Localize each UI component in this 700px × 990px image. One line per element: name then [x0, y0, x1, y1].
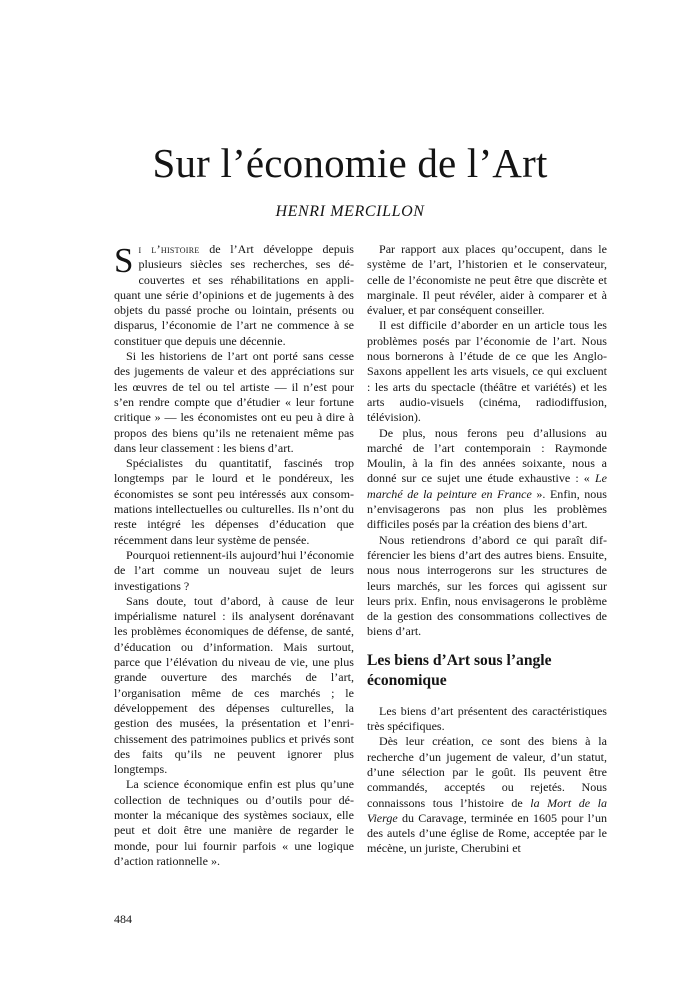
right-column [367, 242, 607, 857]
section-heading: Les biens d’Art sous l’angle économique [367, 651, 552, 689]
paragraph-opening-text: de l’Art développe depuis plusieurs siècles ses recherches, ses découvertes et ses réhabilitations en appliquant une série d’opinions et de jugements à des objets du passé proche ou lointain, présents ou disparus, l’économie de l’art ne commence à se constituer que depuis une décennie. [114, 242, 354, 348]
paragraph-opening [114, 242, 354, 349]
paragraph [367, 734, 607, 856]
paragraph: Spécialistes du quantitatif, fascinés trop longtemps par le lourd et le pondéreux, les économistes se sont peu intéressés aux consommations intellectuelles ou culturelles. Ils n’ont du reste intégré les dépenses d’éducation que récemment dans leur système de pensée. [114, 456, 354, 547]
article-author: HENRI MERCILLON [275, 203, 425, 220]
lead-in-smallcaps: i l’histoire [138, 242, 200, 256]
article-title: Sur l’économie de l’Art [152, 140, 548, 186]
artwork-title: la Mort de la Vierge [367, 795, 607, 825]
paragraph: Nous retiendrons d’abord ce qui paraît différencier les biens d’art des autres biens. Ensuite, nous nous interrogerons sur les structures de leurs marchés, sur les forces qui agissent sur leurs prix. Enfin, nous envisagerons le problème de la gestion des consommations collectives de biens d’art. [367, 532, 607, 639]
paragraph: Par rapport aux places qu’occupent, dans le système de l’art, l’historien et le conservateur, celle de l’économiste ne peut être que discrète et marginale. Il peut révéler, aider à comparer et à évaluer, et par conséquent conseiller. [367, 242, 607, 318]
paragraph-text: Dès leur création, ce sont des biens à la recherche d’un jugement de valeur, d’un statut, d’une sélection par le goût. Ils peuvent être commandés, acceptés ou rejetés. Nous connaissons tous l’histoire de [367, 734, 607, 810]
paragraph [367, 426, 607, 533]
paragraph: Il est difficile d’aborder en un article tous les problèmes posés par l’économie de l’art. Nous nous bornerons à l’étude de ce que les Anglo-Saxons appellent les arts visuels, ce qui excluent : les arts du spectacle (théâtre et variétés) et les arts audio-visuels (cinéma, radiodiffusion, télévision). [367, 318, 607, 425]
cited-work-title: Le marché de la peinture en France [367, 471, 607, 501]
paragraph: Pourquoi retiennent-ils aujourd’hui l’économie de l’art comme un nouveau sujet de leurs investigations ? [114, 547, 354, 593]
paragraph: Les biens d’art présentent des caractéristiques très spécifiques. [367, 703, 607, 734]
paragraph-text: ». Enfin, nous n’envisagerons pas non plus les problèmes difficiles posés par la création des biens d’art. [367, 486, 607, 532]
paragraph: Si les historiens de l’art ont porté sans cesse des jugements de valeur et des appréciations sur les œuvres de tel ou tel artiste — il n’est pour s’en rendre compte que d’étudier « leur fortune critique » — les économistes ont eu peu à dire à propos des biens qu’ils ne retenaient même pas dans leur classement : les biens d’art. [114, 349, 354, 455]
paragraph: Sans doute, tout d’abord, à cause de leur impérialisme naturel : ils analysent dorénavant les problèmes économiques de défense, de santé, d’éducation ou d’information. Mais surtout, parce que l’élévation du niveau de vie, une plus grande ouverture des marchés de l’art, l’organisation même de ces marchés ; le développement des dépenses culturelles, la gestion des musées, la présentation et l’enrichissement des patrimoines publics et privés sont des faits qu’ils ne peuvent ignorer plus longtemps. [114, 593, 354, 777]
paragraph: La science économique enfin est plus qu’une collection de techniques ou d’outils pour démonter la mécanique des systèmes sociaux, elle peut et doit être une manière de regarder le monde, pour lui fournir parfois « une logique d’action rationnelle ». [114, 777, 354, 868]
drop-cap: S [114, 241, 134, 280]
left-column [114, 242, 354, 869]
paragraph-text: du Caravage, terminée en 1605 pour l’un des autels d’une église de Rome, acceptée par le mécène, un juriste, Cherubini et [367, 810, 607, 856]
paragraph-text: De plus, nous ferons peu d’allusions au marché de l’art contemporain : Raymonde Moulin, à la fin des années soixante, nous a donné sur ce sujet une étude exhaustive : « [367, 425, 607, 486]
page-number: 484 [114, 912, 132, 926]
